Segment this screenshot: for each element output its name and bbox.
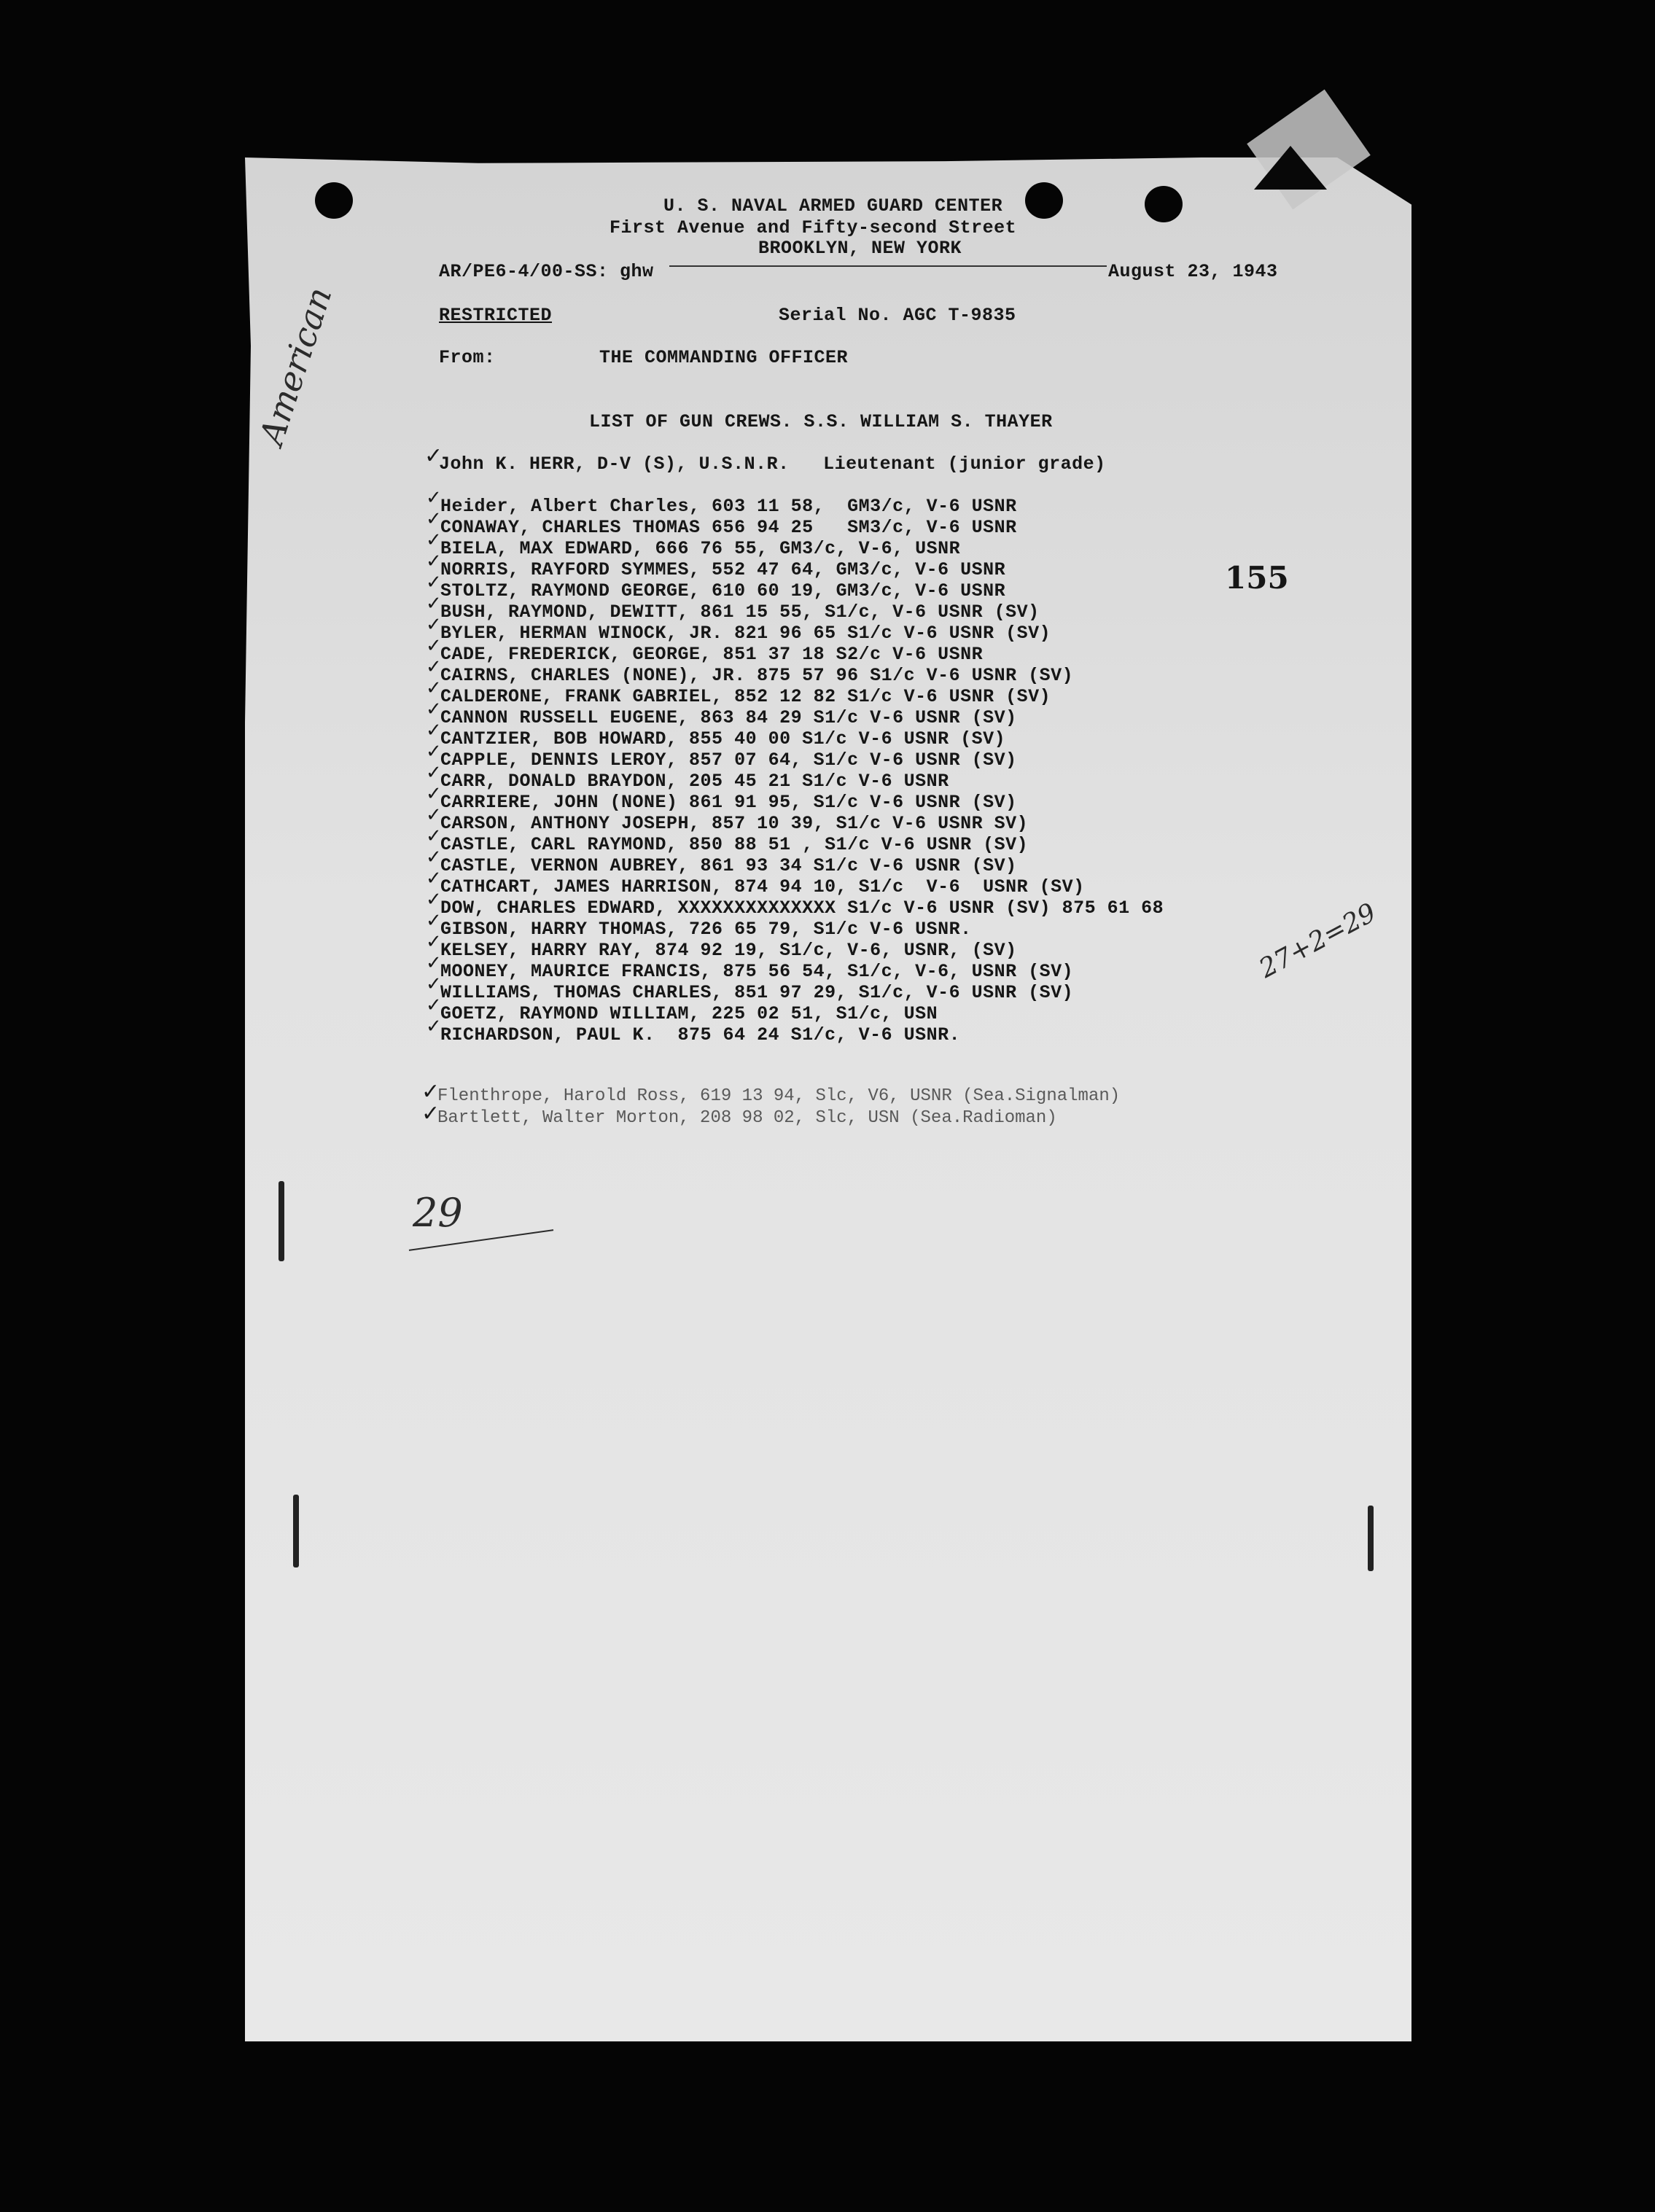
tally-note: 27+2=29 — [1254, 897, 1382, 984]
page-number: 155 — [1225, 560, 1289, 596]
check-mark: ✓ — [426, 614, 442, 636]
header-rule — [669, 265, 1107, 267]
crew-entry: CARR, DONALD BRAYDON, 205 45 21 S1/c V-6 USNR — [440, 771, 949, 792]
crew-entry: CADE, FREDERICK, GEORGE, 851 37 18 S2/c V-6 USNR — [440, 644, 984, 665]
check-mark: ✓ — [426, 1016, 442, 1037]
check-mark: ✓ — [426, 952, 442, 974]
classification: RESTRICTED — [439, 305, 553, 326]
crew-entry: CASTLE, CARL RAYMOND, 850 88 51 , S1/c V-6 USNR (SV) — [440, 834, 1029, 855]
crew-entry: CANTZIER, BOB HOWARD, 855 40 00 S1/c V-6 USNR (SV) — [440, 728, 1006, 749]
crew-entry: CAIRNS, CHARLES (NONE), JR. 875 57 96 S1/c V-6 USNR (SV) — [440, 665, 1074, 686]
crew-entry: MOONEY, MAURICE FRANCIS, 875 56 54, S1/c, V-6, USNR (SV) — [440, 961, 1074, 982]
crew-entry: KELSEY, HARRY RAY, 874 92 19, S1/c, V-6, USNR, (SV) — [440, 940, 1017, 961]
check-mark: ✓ — [426, 846, 442, 868]
letterhead-line-1: U. S. NAVAL ARMED GUARD CENTER — [663, 195, 1003, 217]
letterhead-line-3: BROOKLYN, NEW YORK — [758, 238, 962, 259]
check-mark: ✓ — [426, 762, 442, 784]
check-mark: ✓ — [426, 931, 442, 953]
crew-entry: DOW, CHARLES EDWARD, XXXXXXXXXXXXXX S1/c V-6 USNR (SV) 875 61 68 — [440, 897, 1164, 919]
check-mark: ✓ — [426, 529, 442, 551]
check-mark: ✓ — [426, 868, 442, 889]
check-mark: ✓ — [426, 783, 442, 805]
crew-entry: CALDERONE, FRANK GABRIEL, 852 12 82 S1/c V-6 USNR (SV) — [440, 686, 1051, 707]
letterhead-line-2: First Avenue and Fifty-second Street — [610, 217, 1017, 238]
crew-entry: NORRIS, RAYFORD SYMMES, 552 47 64, GM3/c, V-6 USNR — [440, 559, 1006, 580]
check-mark: ✓ — [426, 656, 442, 678]
crew-entry: CONAWAY, CHARLES THOMAS 656 94 25 SM3/c, V-6 USNR — [440, 517, 1017, 538]
crew-entry: CARRIERE, JOHN (NONE) 861 91 95, S1/c V-6 USNR (SV) — [440, 792, 1017, 813]
crew-entry: STOLTZ, RAYMOND GEORGE, 610 60 19, GM3/c, V-6 USNR — [440, 580, 1006, 601]
check-mark: ✓ — [426, 973, 442, 995]
crew-entry: CANNON RUSSELL EUGENE, 863 84 29 S1/c V-6 USNR (SV) — [440, 707, 1017, 728]
check-mark: ✓ — [426, 994, 442, 1016]
check-mark: ✓ — [421, 1079, 440, 1105]
check-mark: ✓ — [426, 487, 442, 509]
from-value: THE COMMANDING OFFICER — [599, 347, 849, 368]
check-mark: ✓ — [426, 804, 442, 826]
check-mark: ✓ — [426, 698, 442, 720]
side-note: American — [252, 282, 340, 450]
crew-entry: BUSH, RAYMOND, DEWITT, 861 15 55, S1/c, V-6 USNR (SV) — [440, 601, 1040, 623]
check-mark: ✓ — [426, 825, 442, 847]
punch-hole-left — [315, 182, 353, 219]
crew-entry: WILLIAMS, THOMAS CHARLES, 851 97 29, S1/c, V-6 USNR (SV) — [440, 982, 1074, 1003]
check-mark: ✓ — [426, 635, 442, 657]
crew-entry: BIELA, MAX EDWARD, 666 76 55, GM3/c, V-6, USNR — [440, 538, 961, 559]
officer-line: John K. HERR, D-V (S), U.S.N.R. Lieutenant (junior grade) — [439, 453, 1106, 475]
check-mark: ✓ — [426, 910, 442, 932]
punch-hole-right — [1145, 186, 1183, 222]
reference-code: AR/PE6-4/00-SS: ghw — [439, 261, 654, 282]
serial-number: Serial No. AGC T-9835 — [779, 305, 1016, 326]
check-mark: ✓ — [426, 593, 442, 615]
document-date: August 23, 1943 — [1108, 261, 1278, 282]
additional-entry: Flenthrope, Harold Ross, 619 13 94, Slc, V6, USNR (Sea.Signalman) — [437, 1086, 1121, 1106]
document-title: LIST OF GUN CREWS. S.S. WILLIAM S. THAYER — [589, 411, 1053, 432]
additional-entry: Bartlett, Walter Morton, 208 98 02, Slc, USN (Sea.Radioman) — [437, 1108, 1057, 1128]
total-note: 29 — [413, 1190, 463, 1236]
crew-entry: CATHCART, JAMES HARRISON, 874 94 10, S1/c V-6 USNR (SV) — [440, 876, 1085, 897]
check-mark: ✓ — [426, 508, 442, 530]
check-mark: ✓ — [421, 1101, 440, 1126]
check-mark: ✓ — [426, 720, 442, 741]
crew-entry: RICHARDSON, PAUL K. 875 64 24 S1/c, V-6 USNR. — [440, 1024, 961, 1045]
crew-entry: CARSON, ANTHONY JOSEPH, 857 10 39, S1/c V-6 USNR SV) — [440, 813, 1029, 834]
check-mark: ✓ — [426, 677, 442, 699]
check-mark: ✓ — [424, 443, 443, 469]
crew-entry: CASTLE, VERNON AUBREY, 861 93 34 S1/c V-6 USNR (SV) — [440, 855, 1017, 876]
staple-mark — [279, 1181, 284, 1261]
from-label: From: — [439, 347, 496, 368]
check-mark: ✓ — [426, 572, 442, 593]
crew-entry: GIBSON, HARRY THOMAS, 726 65 79, S1/c V-6 USNR. — [440, 919, 972, 940]
staple-mark — [293, 1495, 299, 1568]
crew-entry: CAPPLE, DENNIS LEROY, 857 07 64, S1/c V-6 USNR (SV) — [440, 749, 1017, 771]
check-mark: ✓ — [426, 550, 442, 572]
check-mark: ✓ — [426, 741, 442, 763]
crew-entry: GOETZ, RAYMOND WILLIAM, 225 02 51, S1/c, USN — [440, 1003, 938, 1024]
staple-mark — [1368, 1506, 1374, 1571]
punch-hole-center — [1025, 182, 1063, 219]
crew-entry: BYLER, HERMAN WINOCK, JR. 821 96 65 S1/c V-6 USNR (SV) — [440, 623, 1051, 644]
crew-entry: Heider, Albert Charles, 603 11 58, GM3/c, V-6 USNR — [440, 496, 1017, 517]
check-mark: ✓ — [426, 889, 442, 911]
